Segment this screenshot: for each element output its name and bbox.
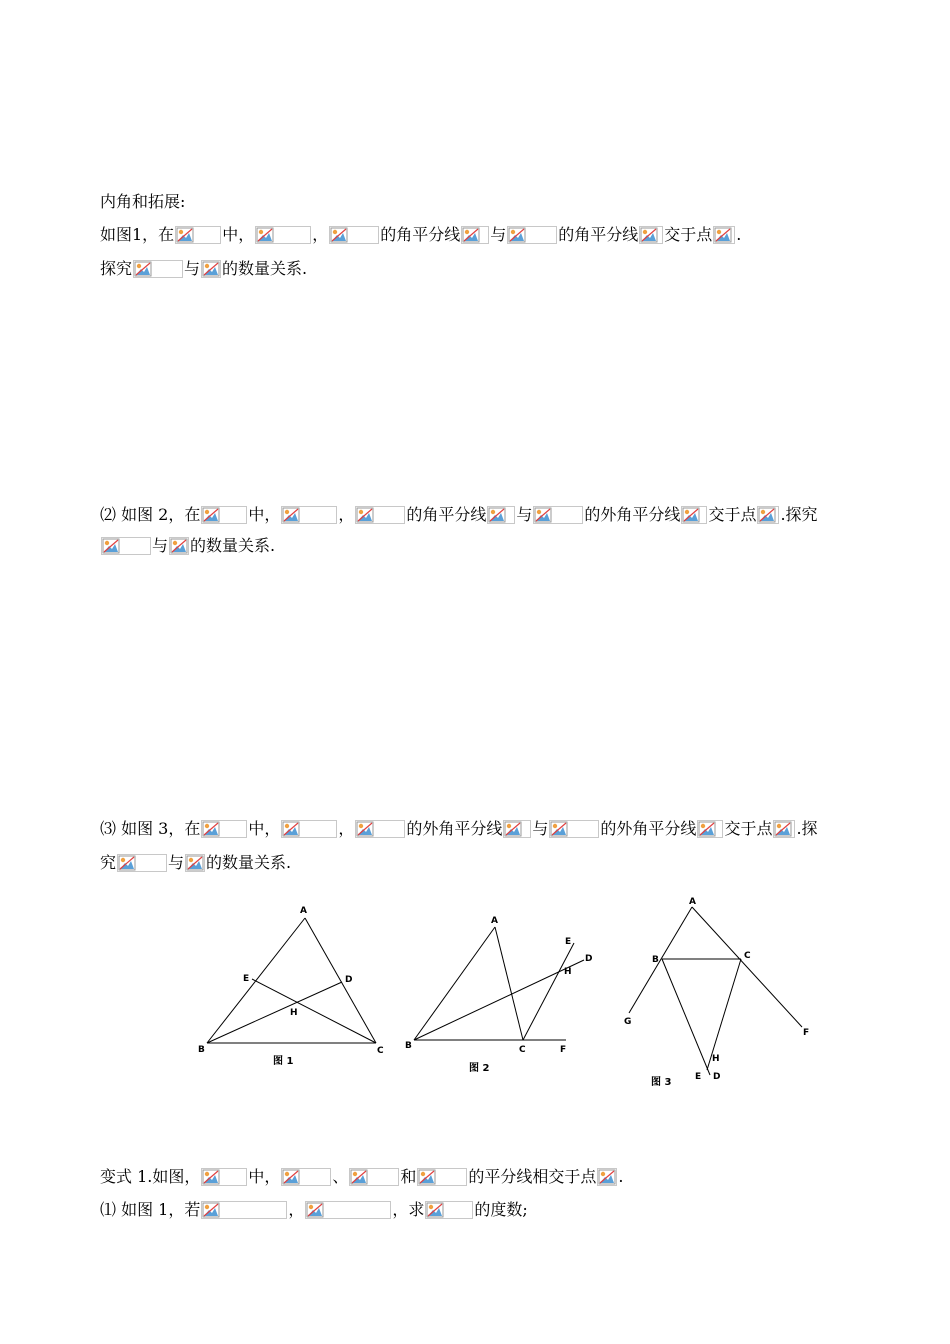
point-label: H [290, 1008, 298, 1018]
formula-image-icon [425, 1201, 473, 1219]
point-label: B [652, 955, 659, 965]
point-label: B [405, 1041, 412, 1051]
point-label: C [377, 1046, 384, 1056]
variant-line1: 变式 1.如图， 中， 、 和 的平分线相交于点 . [100, 1167, 624, 1186]
point-label: A [491, 916, 498, 926]
formula-image-icon [503, 820, 531, 838]
variant-line2: ⑴ 如图 1，若 ， ，求 的度数; [100, 1200, 528, 1219]
figures [0, 890, 950, 1110]
section-title: 内角和拓展: [100, 192, 186, 211]
point-label: A [689, 897, 696, 907]
q2-line1: ⑵ 如图 2，在 中， ， 的角平分线 与 的外角平分线 交于点 .探究 [100, 505, 818, 524]
formula-image-icon [549, 820, 599, 838]
formula-image-icon [175, 226, 221, 244]
point-label: E [565, 937, 572, 947]
formula-image-icon [281, 1168, 331, 1186]
formula-image-icon [533, 506, 583, 524]
q3-line2: 究 与 的数量关系. [100, 853, 292, 872]
geometry-figures [0, 890, 950, 1110]
point-label: D [713, 1072, 721, 1082]
q3-line1: ⑶ 如图 3，在 中， ， 的外角平分线 与 的外角平分线 交于点 .探 [100, 819, 818, 838]
figure-caption: 图 3 [651, 1077, 672, 1088]
point-label: D [585, 954, 593, 964]
formula-image-icon [417, 1168, 467, 1186]
formula-image-icon [201, 1168, 247, 1186]
formula-image-icon [101, 537, 151, 555]
formula-image-icon [681, 506, 707, 524]
formula-image-icon [597, 1168, 617, 1186]
q2-line2: 与 的数量关系. [100, 535, 275, 557]
figure-1-labels [198, 906, 384, 1056]
point-label: F [560, 1045, 567, 1055]
formula-image-icon [329, 226, 379, 244]
formula-image-icon [507, 226, 557, 244]
point-label: C [744, 951, 751, 961]
formula-image-icon [201, 1201, 287, 1219]
formula-image-icon [255, 226, 311, 244]
formula-image-icon [201, 260, 221, 278]
point-label: A [300, 906, 307, 916]
formula-image-icon [281, 506, 337, 524]
formula-image-icon [117, 854, 167, 872]
point-label: G [624, 1017, 632, 1027]
figure-2 [414, 927, 584, 1040]
point-label: C [519, 1045, 526, 1055]
formula-image-icon [773, 820, 795, 838]
point-label: E [243, 974, 250, 984]
figure-3 [629, 907, 802, 1075]
formula-image-icon [487, 506, 515, 524]
point-label: D [345, 975, 353, 985]
formula-image-icon [757, 506, 779, 524]
point-label: H [564, 967, 572, 977]
formula-image-icon [305, 1201, 391, 1219]
figure-3-labels [624, 897, 809, 1082]
formula-image-icon [169, 537, 189, 555]
point-label: H [712, 1054, 720, 1064]
formula-image-icon [201, 820, 247, 838]
point-label: B [198, 1045, 205, 1055]
formula-image-icon [461, 226, 489, 244]
figure-caption: 图 1 [273, 1056, 294, 1067]
formula-image-icon [639, 226, 663, 244]
formula-image-icon [349, 1168, 399, 1186]
formula-image-icon [201, 506, 247, 524]
figure-caption: 图 2 [469, 1063, 490, 1074]
formula-image-icon [355, 820, 405, 838]
formula-image-icon [185, 854, 205, 872]
formula-image-icon [697, 820, 723, 838]
point-label: F [803, 1028, 810, 1038]
formula-image-icon [355, 506, 405, 524]
formula-image-icon [281, 820, 337, 838]
figure-2-labels [405, 916, 592, 1055]
point-label: E [695, 1072, 702, 1082]
formula-image-icon [713, 226, 735, 244]
q1-line1: 如图1，在 中， ， 的角平分线 与 的角平分线 交于点 . [100, 225, 742, 244]
formula-image-icon [133, 260, 183, 278]
q1-line2: 探究 与 的数量关系. [100, 259, 308, 278]
